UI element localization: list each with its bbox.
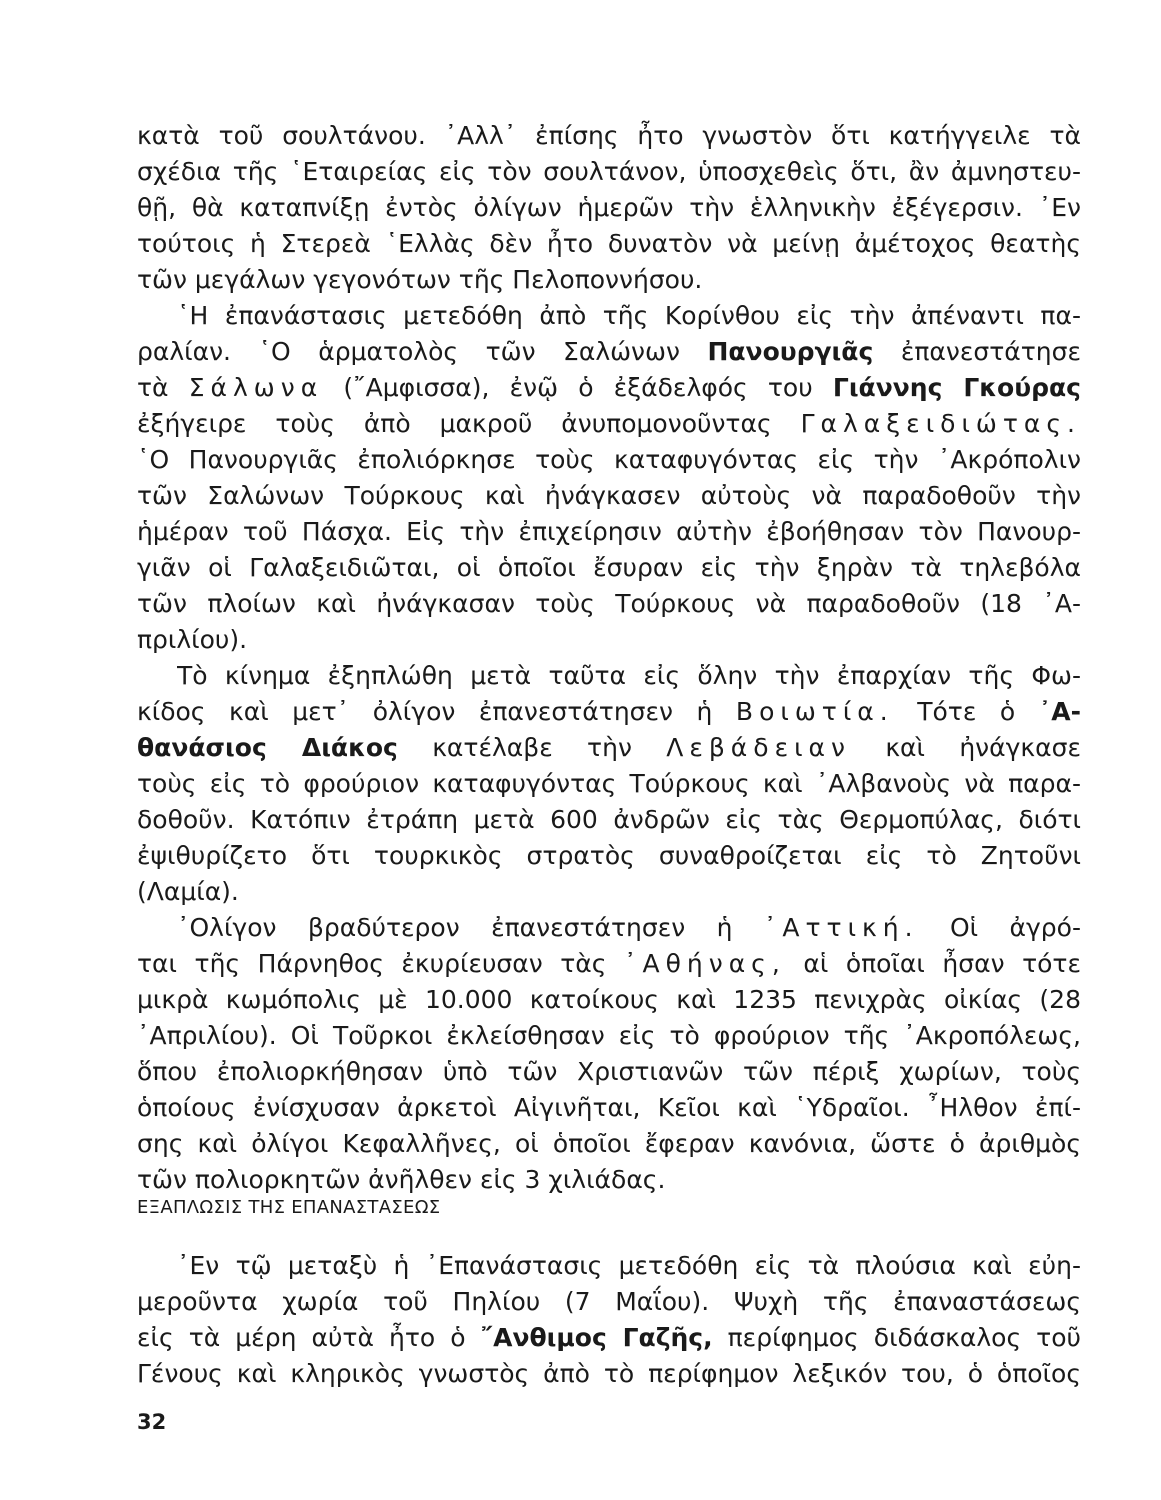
text-line [137,802,1081,838]
text-span: ἐψιθυρίζετο ὅτι τουρκικὸς στρατὸς συναθροίζεται εἰς τὸ Ζητοῦνι [137,841,1081,870]
text-span: δοθοῦν. Κατόπιν ἐτράπη μετὰ 600 ἀνδρῶν εἰς τὰς Θερμοπύλας, διότι [137,805,1081,834]
text-span: (Λαμία). [137,877,239,906]
text-span: Τότε ὁ [893,697,1039,726]
text-span: τοὺς εἰς τὸ φρούριον καταφυγόντας Τούρκους καὶ ᾿Αλβανοὺς νὰ παρα- [137,769,1081,798]
text-line [137,730,1081,766]
text-span: σχέδια τῆς ῾Εταιρείας εἰς τὸν σουλτάνον, ὑποσχεθεὶς ὅτι, ἂν ἀμνηστευ- [137,157,1081,186]
text-span: ῾Η ἐπανάστασις μετεδόθη ἀπὸ τῆς Κορίνθου εἰς τὴν ἀπέναντι πα- [177,301,1081,330]
text-span: τῶν μεγάλων γεγονότων τῆς Πελοποννήσου. [137,265,703,294]
text-span: ἐξήγειρε τοὺς ἀπὸ μακροῦ ἀνυπομονοῦντας [137,409,801,438]
text-line [137,1284,1081,1320]
text-line [177,1248,1081,1284]
spaced-place-name: Λεβάδειαν [666,733,851,762]
text-line [137,838,1081,874]
text-line [137,442,1081,478]
text-line [137,874,1081,910]
text-span: τούτοις ἡ Στερεὰ ῾Ελλὰς δὲν ἦτο δυνατὸν νὰ μείνῃ ἀμέτοχος θεατὴς [137,229,1081,258]
text-span: τῶν πλοίων καὶ ἠνάγκασαν τοὺς Τούρκους νὰ παραδοθοῦν (18 ᾿Α- [137,589,1081,618]
text-span: (῎Αμφισσα), ἐνῷ ὁ ἐξάδελφός του [323,373,833,402]
text-span: ἡμέραν τοῦ Πάσχα. Εἰς τὴν ἐπιχείρησιν αὐτὴν ἐβοήθησαν τὸν Πανουρ- [137,517,1081,546]
text-line [137,586,1081,622]
spaced-place-name: ᾿Αττική. [763,913,919,942]
spaced-place-name: Γαλαξειδιώτας. [800,409,1081,438]
text-line [137,190,1081,226]
section-heading: ΕΞΑΠΛΩΣΙΣ ΤΗΣ ΕΠΑΝΑΣΤΑΣΕΩΣ [137,1197,441,1218]
text-line [137,694,1081,730]
text-line [137,478,1081,514]
text-span: ἐπανεστάτησε [873,337,1081,366]
text-span: τὰ [137,373,189,402]
text-span: μεροῦντα χωρία τοῦ Πηλίου (7 Μαΐου). Ψυχὴ τῆς ἐπαναστάσεως [137,1287,1081,1316]
page-number: 32 [137,1410,167,1434]
bold-name: Γιάννης Γκούρας [832,373,1081,402]
text-span: ᾿Απριλίου). Οἱ Τοῦρκοι ἐκλείσθησαν εἰς τὸ φρούριον τῆς ᾿Ακροπόλεως, [137,1021,1081,1050]
text-line [137,406,1081,442]
text-span: ᾿Ολίγον βραδύτερον ἐπανεστάτησεν ἡ [177,913,764,942]
text-span: Γένους καὶ κληρικὸς γνωστὸς ἀπὸ τὸ περίφημον λεξικόν του, ὁ ὁποῖος [137,1359,1081,1388]
text-span: τῶν πολιορκητῶν ἀνῆλθεν εἰς 3 χιλιάδας. [137,1165,666,1194]
text-span: πριλίου). [137,625,248,654]
text-span: αἱ ὁποῖαι ἦσαν τότε [785,949,1081,978]
spaced-place-name: Σάλωνα [188,373,324,402]
text-line [177,910,1081,946]
text-line [137,946,1081,982]
text-line [137,622,1081,658]
text-line [137,1126,1081,1162]
text-span: σης καὶ ὀλίγοι Κεφαλλῆνες, οἱ ὁποῖοι ἔφεραν κανόνια, ὥστε ὁ ἀριθμὸς [137,1129,1081,1158]
text-line [137,1320,1081,1356]
bold-name: θανάσιος Διάκος [137,733,398,762]
text-span: θῇ, θὰ καταπνίξῃ ἐντὸς ὀλίγων ἡμερῶν τὴν ἑλληνικὴν ἐξέγερσιν. ᾿Εν [137,193,1081,222]
text-span: ὅπου ἐπολιορκήθησαν ὑπὸ τῶν Χριστιανῶν τῶν πέριξ χωρίων, τοὺς [137,1057,1081,1086]
text-line [177,658,1081,694]
text-span: Τὸ κίνημα ἐξηπλώθη μετὰ ταῦτα εἰς ὅλην τὴν ἐπαρχίαν τῆς Φω- [177,661,1081,690]
text-span: ὁποίους ἐνίσχυσαν ἀρκετοὶ Αἰγινῆται, Κεῖοι καὶ ῾Υδραῖοι. ῏Ηλθον ἐπί- [137,1093,1081,1122]
text-line [137,334,1081,370]
text-line [137,766,1081,802]
text-span: ται τῆς Πάρνηθος ἐκυρίευσαν τὰς [137,949,624,978]
text-line [137,370,1081,406]
text-span: εἰς τὰ μέρη αὐτὰ ἦτο ὁ [137,1323,481,1352]
text-line [137,1356,1081,1392]
text-line [137,514,1081,550]
text-span: Οἱ ἀγρό- [918,913,1081,942]
text-span: μικρὰ κωμόπολις μὲ 10.000 κατοίκους καὶ 1235 πενιχρὰς οἰκίας (28 [137,985,1081,1014]
text-line [177,298,1081,334]
text-line [137,550,1081,586]
text-span: ῾Ο Πανουργιᾶς ἐπολιόρκησε τοὺς καταφυγόντας εἰς τὴν ᾿Ακρόπολιν [137,445,1081,474]
text-span: καὶ ἠνάγκασε [851,733,1081,762]
text-line [137,982,1081,1018]
text-span: τῶν Σαλώνων Τούρκους καὶ ἠνάγκασεν αὐτοὺς νὰ παραδοθοῦν τὴν [137,481,1081,510]
text-span: κίδος καὶ μετ᾿ ὀλίγον ἐπανεστάτησεν ἡ [137,697,736,726]
text-line [137,1054,1081,1090]
spaced-place-name: ᾿Αθήνας, [624,949,786,978]
bold-name: ᾿Α- [1038,697,1081,726]
text-span: γιᾶν οἱ Γαλαξειδιῶται, οἱ ὁποῖοι ἔσυραν εἰς τὴν ξηρὰν τὰ τηλεβόλα [137,553,1081,582]
bold-name: Πανουργιᾶς [707,337,874,366]
text-line [137,1090,1081,1126]
text-line [137,118,1081,154]
spaced-place-name: Βοιωτία. [735,697,894,726]
text-span: περίφημος διδάσκαλος τοῦ [712,1323,1081,1352]
text-span: κατὰ τοῦ σουλτάνου. ᾿Αλλ᾿ ἐπίσης ἦτο γνωστὸν ὅτι κατήγγειλε τὰ [137,121,1081,150]
text-line [137,1018,1081,1054]
bold-name: ῎Ανθιμος Γαζῆς, [480,1323,713,1352]
text-line [137,226,1081,262]
text-span: κατέλαβε τὴν [397,733,667,762]
text-span: ραλίαν. ῾Ο ἁρματολὸς τῶν Σαλώνων [137,337,708,366]
text-line [137,154,1081,190]
text-span: ᾿Εν τῷ μεταξὺ ἡ ᾿Επανάστασις μετεδόθη εἰς τὰ πλούσια καὶ εὐη- [177,1251,1081,1280]
text-line [137,262,1081,298]
